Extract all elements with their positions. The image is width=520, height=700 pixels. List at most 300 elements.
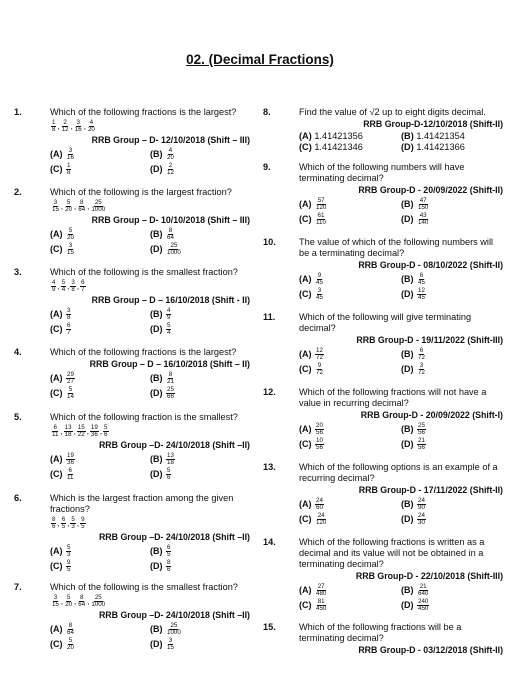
fraction-denominator: 72 bbox=[418, 369, 425, 377]
exam-source: RRB Group – D – 16/10/2018 (Shift - II) bbox=[91, 295, 250, 305]
answer-option[interactable] bbox=[401, 287, 503, 302]
fraction-denominator: 15 bbox=[52, 601, 59, 609]
fraction-denominator: 3 bbox=[71, 523, 75, 531]
fraction-denominator: 8 bbox=[52, 126, 56, 134]
answer-option[interactable] bbox=[299, 583, 401, 598]
answer-option[interactable] bbox=[50, 227, 150, 242]
question-item bbox=[263, 312, 503, 377]
answer-option[interactable] bbox=[50, 371, 150, 386]
option-label: (B) bbox=[150, 373, 163, 383]
question-item bbox=[14, 412, 250, 482]
option-label: (B) bbox=[150, 454, 163, 464]
fraction-numerator: 25 bbox=[94, 593, 102, 601]
fraction-denominator: 640 bbox=[418, 590, 429, 598]
answer-option[interactable] bbox=[50, 452, 150, 467]
fraction-numerator: 8 bbox=[168, 226, 173, 234]
fraction bbox=[66, 228, 75, 242]
fraction-denominator: 14 bbox=[67, 393, 74, 401]
fraction-denominator: 20 bbox=[67, 234, 74, 242]
question-number: 10. bbox=[263, 237, 276, 247]
question-body bbox=[299, 162, 503, 227]
answer-options bbox=[50, 371, 250, 401]
fraction bbox=[66, 323, 71, 337]
fraction-numerator: 8 bbox=[168, 370, 173, 378]
option-label: (C) bbox=[50, 324, 63, 334]
fraction-numerator: 6 bbox=[67, 321, 71, 329]
answer-options bbox=[50, 452, 250, 482]
answer-options bbox=[50, 227, 250, 257]
answer-option[interactable] bbox=[150, 622, 250, 637]
option-label: (C) bbox=[299, 142, 312, 152]
fraction bbox=[66, 560, 71, 574]
answer-option[interactable] bbox=[150, 162, 250, 177]
fraction bbox=[166, 323, 171, 337]
fraction-denominator: 18 bbox=[64, 431, 72, 439]
fraction bbox=[66, 163, 71, 177]
option-label: (D) bbox=[401, 142, 414, 152]
fraction-numerator: 8 bbox=[52, 515, 56, 523]
exam-source: RRB Group-D - 17/11/2022 (Shift-II) bbox=[358, 485, 503, 495]
answer-option[interactable] bbox=[150, 386, 250, 401]
fraction-denominator: 64 bbox=[167, 234, 174, 242]
answer-options bbox=[50, 147, 250, 177]
question-body bbox=[50, 267, 250, 337]
fraction-denominator: 90 bbox=[418, 504, 425, 512]
fraction-numerator: 47 bbox=[419, 196, 427, 204]
answer-option[interactable] bbox=[401, 512, 503, 527]
answer-option[interactable] bbox=[299, 142, 401, 153]
question-body bbox=[299, 107, 503, 153]
option-label: (B) bbox=[401, 131, 414, 141]
answer-option[interactable] bbox=[150, 242, 250, 257]
fraction-denominator: 20 bbox=[67, 644, 74, 652]
fraction bbox=[315, 288, 324, 302]
fraction-denominator: 60 bbox=[316, 504, 323, 512]
question-body bbox=[299, 622, 503, 656]
fraction bbox=[166, 387, 175, 401]
answer-option[interactable] bbox=[50, 162, 150, 177]
question-item bbox=[14, 347, 250, 401]
fraction bbox=[315, 498, 324, 512]
fraction-denominator: 1000 bbox=[167, 629, 181, 637]
fraction bbox=[77, 200, 86, 214]
option-label: (A) bbox=[50, 546, 63, 556]
answer-option[interactable] bbox=[50, 242, 150, 257]
fraction-denominator: 16 bbox=[67, 154, 74, 162]
answer-option[interactable] bbox=[299, 598, 401, 613]
fraction-numerator: 19 bbox=[67, 451, 74, 459]
fraction bbox=[80, 280, 85, 294]
answer-option[interactable] bbox=[299, 512, 401, 527]
question-item bbox=[263, 162, 503, 227]
fraction bbox=[417, 273, 426, 287]
question-text: Find the value of √2 up to eight digits decimal. bbox=[299, 107, 486, 117]
answer-option[interactable] bbox=[299, 212, 401, 227]
fraction bbox=[70, 280, 75, 294]
fraction-denominator: 5 bbox=[67, 566, 71, 574]
fraction-denominator: 140 bbox=[418, 219, 429, 227]
fraction-denominator: 120 bbox=[316, 204, 327, 212]
answer-option[interactable] bbox=[401, 131, 503, 142]
answer-option[interactable] bbox=[50, 307, 150, 322]
fraction-denominator: 6 bbox=[167, 566, 171, 574]
answer-options bbox=[50, 544, 250, 574]
answer-option[interactable] bbox=[150, 559, 250, 574]
option-label: (D) bbox=[401, 289, 414, 299]
fraction bbox=[51, 120, 56, 134]
option-label: (B) bbox=[401, 585, 414, 595]
fraction-numerator: 3 bbox=[53, 593, 58, 601]
option-label: (A) bbox=[50, 229, 63, 239]
fraction-numerator: 9 bbox=[317, 361, 322, 369]
question-item bbox=[263, 107, 503, 153]
question-item bbox=[263, 462, 503, 527]
fraction-numerator: 4 bbox=[168, 146, 173, 154]
option-label: (A) bbox=[299, 199, 312, 209]
fraction-numerator: 3 bbox=[53, 198, 58, 206]
question-item bbox=[14, 107, 250, 177]
option-label: (D) bbox=[401, 439, 414, 449]
fraction-denominator: 20 bbox=[167, 154, 174, 162]
question-text: The value of which of the following numbers will be a terminating decimal? bbox=[299, 237, 494, 258]
fraction bbox=[80, 517, 85, 531]
fraction-numerator: 4 bbox=[89, 118, 94, 126]
answer-option[interactable] bbox=[401, 197, 503, 212]
answer-option[interactable] bbox=[401, 272, 503, 287]
option-label: (A) bbox=[50, 624, 63, 634]
option-label: (A) bbox=[299, 499, 312, 509]
fraction-numerator: 29 bbox=[67, 370, 74, 378]
answer-option[interactable] bbox=[401, 437, 503, 452]
answer-option[interactable] bbox=[150, 147, 250, 162]
fraction-numerator: 25 bbox=[170, 621, 178, 629]
question-number: 1. bbox=[14, 107, 22, 117]
fraction bbox=[315, 423, 324, 437]
question-item bbox=[14, 493, 250, 574]
question-item bbox=[14, 267, 250, 337]
fraction bbox=[87, 120, 96, 134]
fraction bbox=[417, 288, 426, 302]
fraction-numerator: 24 bbox=[316, 496, 323, 504]
question-body bbox=[299, 462, 503, 527]
fraction-denominator: 9 bbox=[52, 286, 56, 294]
fraction bbox=[417, 348, 426, 362]
answer-option[interactable] bbox=[401, 142, 503, 153]
fraction bbox=[66, 545, 71, 559]
answer-option[interactable] bbox=[299, 497, 401, 512]
answer-option[interactable] bbox=[50, 637, 150, 652]
answer-option[interactable] bbox=[150, 637, 250, 652]
fraction-denominator: 7 bbox=[67, 329, 71, 337]
fraction-numerator: 3 bbox=[68, 241, 73, 249]
answer-option[interactable] bbox=[150, 467, 250, 482]
fraction-numerator: 6 bbox=[167, 543, 171, 551]
fraction bbox=[315, 599, 327, 613]
answer-options bbox=[299, 347, 503, 377]
answer-option[interactable] bbox=[299, 362, 401, 377]
question-text: Which of the following is the smallest fraction? bbox=[50, 582, 238, 592]
fraction bbox=[166, 228, 175, 242]
answer-option[interactable] bbox=[150, 307, 250, 322]
option-label: (C) bbox=[299, 439, 312, 449]
question-number: 8. bbox=[263, 107, 271, 117]
fraction-denominator: 64 bbox=[67, 629, 74, 637]
fraction-denominator: 18 bbox=[167, 459, 174, 467]
fraction-denominator: 6 bbox=[52, 523, 56, 531]
exam-source: RRB Group-D - 20/09/2022 (Shift-II) bbox=[358, 185, 503, 195]
fraction-numerator: 3 bbox=[419, 361, 424, 369]
answer-option[interactable] bbox=[299, 422, 401, 437]
fraction-numerator: 43 bbox=[419, 211, 427, 219]
option-label: (A) bbox=[299, 274, 312, 284]
fraction-denominator: 16 bbox=[74, 126, 82, 134]
option-label: (A) bbox=[299, 424, 312, 434]
fraction-denominator: 27 bbox=[67, 378, 74, 386]
fraction-denominator: 30 bbox=[418, 519, 425, 527]
exam-source: RRB Group –D- 24/10/2018 (Shift –II) bbox=[98, 440, 250, 450]
fraction bbox=[315, 438, 324, 452]
fraction-numerator: 9 bbox=[67, 558, 71, 566]
fraction-numerator: 3 bbox=[76, 118, 80, 126]
fraction-numerator: 6 bbox=[419, 271, 424, 279]
question-body bbox=[50, 187, 250, 257]
fraction-numerator: 24 bbox=[418, 496, 425, 504]
answer-option[interactable] bbox=[50, 322, 150, 337]
fraction bbox=[90, 425, 99, 439]
fraction-denominator: 1000 bbox=[91, 206, 106, 214]
fraction-numerator: 19 bbox=[90, 423, 98, 431]
fraction bbox=[315, 198, 327, 212]
fraction-numerator: 8 bbox=[79, 198, 84, 206]
answer-option[interactable] bbox=[299, 347, 401, 362]
option-label: (C) bbox=[50, 561, 63, 571]
fraction-numerator: 5 bbox=[104, 423, 108, 431]
answer-options bbox=[299, 131, 503, 153]
fraction bbox=[66, 372, 75, 386]
fraction bbox=[74, 120, 83, 134]
fraction-denominator: 45 bbox=[316, 294, 323, 302]
option-label: (D) bbox=[150, 639, 163, 649]
fraction-denominator: 4 bbox=[61, 286, 66, 294]
fraction-numerator: 6 bbox=[53, 423, 57, 431]
answer-option[interactable] bbox=[50, 622, 150, 637]
fraction-denominator: 3 bbox=[67, 551, 71, 559]
fraction bbox=[64, 200, 73, 214]
question-number: 3. bbox=[14, 267, 22, 277]
answer-option[interactable] bbox=[150, 371, 250, 386]
fraction-numerator: 24 bbox=[418, 511, 425, 519]
fraction-numerator: 12 bbox=[418, 286, 425, 294]
answer-option[interactable] bbox=[299, 272, 401, 287]
fraction-numerator: 13 bbox=[167, 451, 174, 459]
question-item bbox=[263, 537, 503, 613]
option-label: (A) bbox=[299, 131, 312, 141]
fraction-denominator: 20 bbox=[65, 206, 73, 214]
fraction-denominator: 36 bbox=[90, 431, 98, 439]
fraction bbox=[417, 363, 426, 377]
fraction-denominator: 480 bbox=[316, 590, 327, 598]
answer-options bbox=[299, 422, 503, 452]
fraction-denominator: 9 bbox=[167, 314, 171, 322]
answer-option[interactable] bbox=[150, 544, 250, 559]
option-label: (B) bbox=[401, 499, 414, 509]
fraction bbox=[315, 584, 327, 598]
fraction-numerator: 10 bbox=[316, 436, 323, 444]
fraction-numerator: 2 bbox=[63, 118, 67, 126]
option-label: (A) bbox=[50, 373, 63, 383]
fraction bbox=[51, 517, 56, 531]
fraction-numerator: 61 bbox=[317, 211, 325, 219]
question-number: 5. bbox=[14, 412, 22, 422]
fraction-numerator: 2 bbox=[168, 161, 173, 169]
fraction-denominator: 36 bbox=[67, 459, 74, 467]
option-label: (B) bbox=[401, 349, 414, 359]
answer-option[interactable] bbox=[401, 422, 503, 437]
fraction bbox=[315, 513, 327, 527]
answer-option[interactable] bbox=[401, 598, 503, 613]
option-label: (C) bbox=[50, 469, 63, 479]
exam-source: RRB Group-D - 20/09/2022 (Shift-I) bbox=[360, 410, 503, 420]
answer-option[interactable] bbox=[150, 452, 250, 467]
fraction-sequence: $\frac{8}{6}$ , $\frac{6}{5}$ , $\frac{5}{3}$ , $\frac{9}{5}$ bbox=[52, 515, 85, 531]
option-label: (C) bbox=[50, 244, 63, 254]
fraction-sequence: $\frac{1}{8}$ , $\frac{2}{12}$ , $\frac{3}{16}$ , $\frac{4}{20}$ bbox=[52, 118, 95, 134]
answer-options bbox=[299, 497, 503, 527]
question-item bbox=[263, 237, 503, 302]
answer-option[interactable] bbox=[299, 131, 401, 142]
option-value: 1.41421354 bbox=[413, 131, 465, 141]
answer-option[interactable] bbox=[299, 437, 401, 452]
answer-option[interactable] bbox=[299, 197, 401, 212]
answer-option[interactable] bbox=[401, 212, 503, 227]
fraction-numerator: 8 bbox=[79, 593, 84, 601]
fraction bbox=[66, 243, 75, 257]
option-label: (D) bbox=[150, 324, 163, 334]
fraction-denominator: 64 bbox=[78, 206, 86, 214]
exam-source: RRB Group-D - 19/11/2022 (Shift-III) bbox=[356, 335, 503, 345]
option-label: (C) bbox=[50, 388, 63, 398]
answer-options bbox=[50, 307, 250, 337]
fraction-numerator: 3 bbox=[67, 306, 71, 314]
question-text: Which of the following fractions will be a terminating decimal? bbox=[299, 622, 462, 643]
fraction-sequence: $\frac{4}{9}$ , $\frac{5}{4}$ , $\frac{3}{8}$ , $\frac{6}{7}$ bbox=[52, 278, 85, 294]
fraction-numerator: 21 bbox=[419, 582, 427, 590]
question-text: Which of the following fractions is the largest? bbox=[50, 107, 237, 117]
answer-option[interactable] bbox=[50, 467, 150, 482]
answer-option[interactable] bbox=[401, 347, 503, 362]
option-label: (B) bbox=[401, 274, 414, 284]
question-number: 7. bbox=[14, 582, 22, 592]
fraction bbox=[417, 198, 429, 212]
question-number: 11. bbox=[263, 312, 276, 322]
fraction-denominator: 72 bbox=[418, 354, 425, 362]
option-label: (B) bbox=[150, 546, 163, 556]
answer-option[interactable] bbox=[50, 544, 150, 559]
fraction-numerator: 5 bbox=[68, 636, 73, 644]
question-number: 12. bbox=[263, 387, 276, 397]
fraction bbox=[66, 623, 75, 637]
fraction-denominator: 45 bbox=[418, 279, 425, 287]
fraction-numerator: 9 bbox=[317, 271, 322, 279]
fraction-numerator: 3 bbox=[317, 286, 322, 294]
question-item bbox=[263, 387, 503, 452]
answer-option[interactable] bbox=[401, 583, 503, 598]
fraction bbox=[166, 638, 175, 652]
fraction-denominator: 8 bbox=[67, 314, 71, 322]
fraction-denominator: 4 bbox=[167, 329, 171, 337]
option-value: 1.41421346 bbox=[311, 142, 363, 152]
fraction-denominator: 450 bbox=[418, 605, 429, 613]
option-label: (B) bbox=[150, 309, 163, 319]
fraction-numerator: 24 bbox=[317, 511, 325, 519]
fraction bbox=[51, 280, 56, 294]
fraction bbox=[166, 148, 175, 162]
option-label: (C) bbox=[299, 514, 312, 524]
fraction-numerator: 240 bbox=[418, 597, 429, 605]
exam-source: RRB Group – D- 10/10/2018 (Shift – III) bbox=[91, 215, 250, 225]
fraction-numerator: 25 bbox=[94, 198, 102, 206]
fraction bbox=[417, 599, 429, 613]
question-number: 9. bbox=[263, 162, 271, 172]
fraction bbox=[77, 425, 86, 439]
fraction-denominator: 56 bbox=[316, 429, 323, 437]
fraction-denominator: 1000 bbox=[167, 249, 181, 257]
fraction bbox=[64, 425, 73, 439]
page-title: 02. (Decimal Fractions) bbox=[186, 52, 334, 67]
option-label: (D) bbox=[150, 244, 163, 254]
answer-option[interactable] bbox=[50, 559, 150, 574]
option-label: (B) bbox=[401, 199, 414, 209]
fraction bbox=[417, 423, 426, 437]
fraction-denominator: 64 bbox=[78, 601, 86, 609]
option-label: (B) bbox=[150, 149, 163, 159]
fraction-denominator: 11 bbox=[52, 431, 59, 439]
fraction-denominator: 21 bbox=[167, 378, 174, 386]
fraction-denominator: 20 bbox=[87, 126, 95, 134]
answer-option[interactable] bbox=[150, 322, 250, 337]
option-label: (D) bbox=[150, 164, 163, 174]
option-label: (B) bbox=[150, 229, 163, 239]
fraction bbox=[66, 638, 75, 652]
fraction-numerator: 57 bbox=[317, 196, 325, 204]
fraction bbox=[66, 468, 74, 482]
answer-option[interactable] bbox=[401, 497, 503, 512]
fraction bbox=[64, 595, 73, 609]
fraction-numerator: 12 bbox=[316, 346, 323, 354]
answer-option[interactable] bbox=[299, 287, 401, 302]
fraction-denominator: 15 bbox=[67, 249, 74, 257]
exam-source: RRB Group – D- 12/10/2018 (Shift – III) bbox=[91, 135, 250, 145]
option-label: (D) bbox=[401, 214, 414, 224]
answer-option[interactable] bbox=[50, 147, 150, 162]
fraction-denominator: 56 bbox=[316, 444, 323, 452]
question-text: Which of the following is the smallest fraction? bbox=[50, 267, 238, 277]
fraction-denominator: 11 bbox=[67, 474, 74, 482]
fraction-denominator: 22 bbox=[77, 431, 85, 439]
fraction-denominator: 15 bbox=[167, 644, 174, 652]
fraction-numerator: 8 bbox=[167, 558, 171, 566]
fraction-numerator: 21 bbox=[418, 436, 425, 444]
answer-option[interactable] bbox=[50, 386, 150, 401]
question-number: 13. bbox=[263, 462, 276, 472]
fraction-numerator: 5 bbox=[66, 198, 71, 206]
fraction-denominator: 56 bbox=[418, 429, 425, 437]
answer-option[interactable] bbox=[150, 227, 250, 242]
question-item bbox=[14, 187, 250, 257]
fraction-numerator: 25 bbox=[418, 421, 425, 429]
fraction-sequence: $\frac{3}{15}$ , $\frac{5}{20}$ , $\frac{8}{64}$ , $\frac{25}{1000}$ bbox=[52, 593, 106, 609]
answer-option[interactable] bbox=[401, 362, 503, 377]
